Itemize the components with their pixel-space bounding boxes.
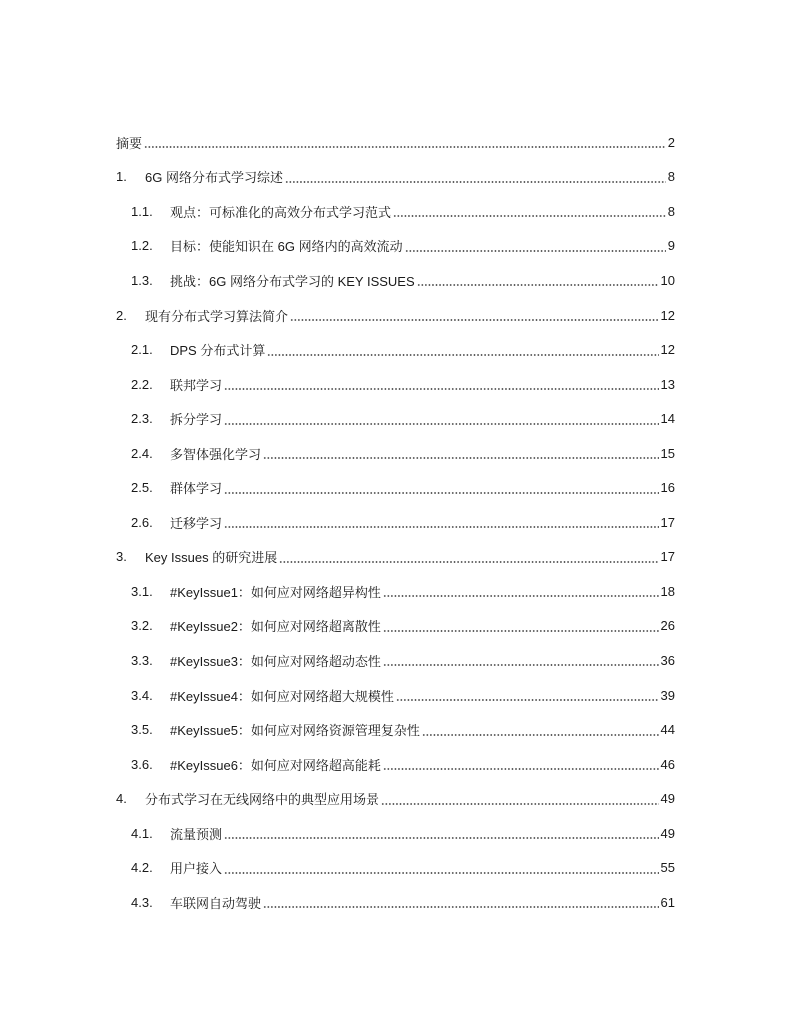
toc-entry xyxy=(116,609,675,644)
toc-entry xyxy=(116,332,675,367)
toc-entry-number: 3.3. xyxy=(131,652,153,668)
toc-entry xyxy=(116,505,675,540)
toc-entry-page: 8 xyxy=(667,203,675,219)
toc-entry-number: 2.3. xyxy=(131,411,153,427)
toc-entry-title: 现有分布式学习算法简介 xyxy=(145,308,289,324)
toc-entry-number: 3.4. xyxy=(131,687,153,703)
toc-entry-number: 1.2. xyxy=(131,238,153,254)
toc-entry-page: 44 xyxy=(660,722,675,738)
dot-leader xyxy=(263,906,659,908)
toc-entry xyxy=(116,885,675,920)
toc-entry xyxy=(116,401,675,436)
dot-leader xyxy=(383,595,659,597)
toc-entry xyxy=(116,643,675,678)
toc-entry-page: 49 xyxy=(660,791,675,807)
dot-leader xyxy=(267,354,658,356)
toc-entry-number: 1.1. xyxy=(131,203,153,219)
dot-leader xyxy=(144,146,666,148)
dot-leader xyxy=(383,630,659,632)
toc-entry-page: 61 xyxy=(660,894,675,910)
toc-entry-number: 1.3. xyxy=(131,272,153,288)
toc-entry-title: #KeyIssue4：如何应对网络超大规模性 xyxy=(170,688,394,704)
toc-entry xyxy=(116,678,675,713)
toc-entry-number: 3.2. xyxy=(131,618,153,634)
dot-leader xyxy=(224,423,659,425)
toc-entry-number: 3. xyxy=(116,549,127,565)
dot-leader xyxy=(290,319,659,321)
dot-leader xyxy=(224,837,659,839)
toc-entry-number: 1. xyxy=(116,169,127,185)
toc-entry-title: 目标：使能知识在 6G 网络内的高效流动 xyxy=(170,239,403,255)
toc-entry-page: 2 xyxy=(667,134,675,150)
dot-leader xyxy=(224,388,659,390)
toc-entry-title: 用户接入 xyxy=(170,861,223,877)
toc-entry-title: #KeyIssue2：如何应对网络超离散性 xyxy=(170,619,381,635)
toc-entry-title: 多智体强化学习 xyxy=(170,446,262,462)
toc-entry xyxy=(116,574,675,609)
toc-entry-number: 4. xyxy=(116,791,127,807)
dot-leader xyxy=(279,561,658,563)
toc-entry-page: 18 xyxy=(660,583,675,599)
toc-entry-title: 迁移学习 xyxy=(170,515,223,531)
toc-entry-title: 观点：可标准化的高效分布式学习范式 xyxy=(170,204,392,220)
toc-entry-page: 10 xyxy=(660,272,675,288)
toc-entry-page: 36 xyxy=(660,652,675,668)
toc-entry-title: 挑战：6G 网络分布式学习的 KEY ISSUES xyxy=(170,273,415,289)
toc-entry xyxy=(116,436,675,471)
toc-entry-title: 流量预测 xyxy=(170,826,223,842)
toc-entry xyxy=(116,298,675,333)
dot-leader xyxy=(393,215,666,217)
toc-entry-number: 2.5. xyxy=(131,480,153,496)
toc-entry xyxy=(116,263,675,298)
toc-entry-title: Key Issues 的研究进展 xyxy=(145,550,278,566)
toc-entry xyxy=(116,229,675,264)
dot-leader xyxy=(224,526,659,528)
toc-entry-number: 2.2. xyxy=(131,376,153,392)
toc-entry-number: 2.1. xyxy=(131,342,153,358)
dot-leader xyxy=(405,250,666,252)
toc-entry-title: 6G 网络分布式学习综述 xyxy=(145,170,283,186)
toc-entry-number: 2.6. xyxy=(131,514,153,530)
toc-entry-page: 17 xyxy=(660,549,675,565)
toc-entry-number: 4.3. xyxy=(131,894,153,910)
toc-entry xyxy=(116,367,675,402)
toc-entry-number: 3.6. xyxy=(131,756,153,772)
dot-leader xyxy=(224,492,659,494)
dot-leader xyxy=(422,734,659,736)
toc-entry-page: 17 xyxy=(660,514,675,530)
dot-leader xyxy=(383,768,659,770)
dot-leader xyxy=(383,664,659,666)
toc-entry-number: 4.2. xyxy=(131,860,153,876)
toc-entry-page: 16 xyxy=(660,480,675,496)
toc-entry-page: 9 xyxy=(667,238,675,254)
toc-entry xyxy=(116,816,675,851)
table-of-contents xyxy=(116,125,675,920)
toc-entry xyxy=(116,194,675,229)
toc-entry xyxy=(116,712,675,747)
toc-entry-page: 12 xyxy=(660,307,675,323)
toc-entry-title: 车联网自动驾驶 xyxy=(170,895,262,911)
toc-entry-page: 55 xyxy=(660,860,675,876)
toc-entry-page: 39 xyxy=(660,687,675,703)
toc-entry-page: 14 xyxy=(660,411,675,427)
dot-leader xyxy=(381,803,659,805)
toc-entry xyxy=(116,125,675,160)
toc-entry-title: 联邦学习 xyxy=(170,377,223,393)
toc-entry-title: 拆分学习 xyxy=(170,412,223,428)
toc-entry xyxy=(116,540,675,575)
toc-entry-title: 摘要 xyxy=(116,135,143,151)
toc-entry-number: 4.1. xyxy=(131,825,153,841)
toc-entry xyxy=(116,470,675,505)
toc-entry-page: 26 xyxy=(660,618,675,634)
toc-entry xyxy=(116,747,675,782)
toc-entry-number: 2. xyxy=(116,307,127,323)
toc-entry-title: #KeyIssue3：如何应对网络超动态性 xyxy=(170,653,381,669)
dot-leader xyxy=(263,457,659,459)
toc-entry-title: 分布式学习在无线网络中的典型应用场景 xyxy=(145,792,380,808)
toc-entry-page: 15 xyxy=(660,445,675,461)
dot-leader xyxy=(285,181,666,183)
toc-entry-page: 49 xyxy=(660,825,675,841)
dot-leader xyxy=(417,284,659,286)
toc-entry-number: 3.1. xyxy=(131,583,153,599)
toc-entry-page: 8 xyxy=(667,169,675,185)
toc-entry-title: 群体学习 xyxy=(170,481,223,497)
toc-entry xyxy=(116,850,675,885)
toc-entry xyxy=(116,160,675,195)
toc-entry-title: DPS 分布式计算 xyxy=(170,343,266,359)
toc-entry-page: 12 xyxy=(660,342,675,358)
toc-entry-title: #KeyIssue5：如何应对网络资源管理复杂性 xyxy=(170,723,420,739)
toc-entry-number: 3.5. xyxy=(131,722,153,738)
toc-entry-page: 13 xyxy=(660,376,675,392)
toc-entry-title: #KeyIssue6：如何应对网络超高能耗 xyxy=(170,757,381,773)
toc-entry-page: 46 xyxy=(660,756,675,772)
dot-leader xyxy=(396,699,659,701)
dot-leader xyxy=(224,872,659,874)
toc-entry xyxy=(116,781,675,816)
toc-entry-title: #KeyIssue1：如何应对网络超异构性 xyxy=(170,584,381,600)
toc-entry-number: 2.4. xyxy=(131,445,153,461)
